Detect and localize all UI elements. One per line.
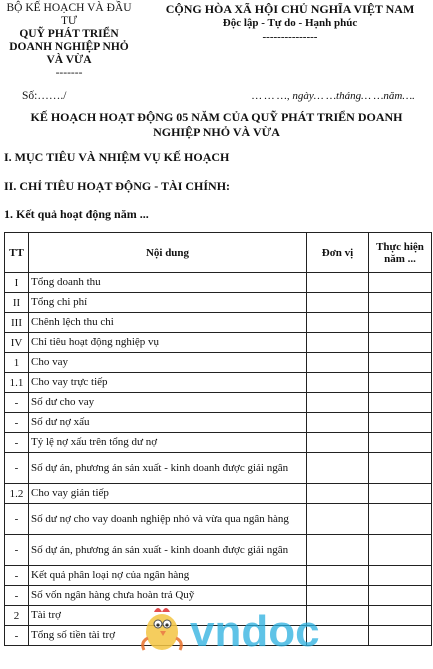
row-actual (369, 484, 432, 504)
row-tt: - (5, 453, 29, 484)
row-content: Tài trợ (29, 606, 307, 626)
row-tt: - (5, 566, 29, 586)
row-content: Số dư nợ cho vay doanh nghiệp nhỏ và vừa qua ngân hàng (29, 504, 307, 535)
row-actual (369, 413, 432, 433)
row-unit (307, 484, 369, 504)
row-unit (307, 535, 369, 566)
row-content: Tổng số tiền tài trợ (29, 626, 307, 646)
row-actual (369, 504, 432, 535)
table-row (5, 313, 432, 333)
row-content: Chỉ tiêu hoạt động nghiệp vụ (29, 333, 307, 353)
row-unit (307, 313, 369, 333)
row-actual (369, 586, 432, 606)
row-actual (369, 353, 432, 373)
row-content: Cho vay (29, 353, 307, 373)
watermark-text: vndoc (190, 607, 320, 656)
table-header-row (5, 233, 432, 273)
row-content: Tỷ lệ nợ xấu trên tổng dư nợ (29, 433, 307, 453)
row-actual (369, 313, 432, 333)
row-content: Số dự án, phương án sản xuất - kinh doanh được giải ngân (29, 535, 307, 566)
row-tt: I (5, 273, 29, 293)
table-row (5, 433, 432, 453)
row-tt: - (5, 535, 29, 566)
table-row (5, 293, 432, 313)
national-motto: Độc lập - Tự do - Hạnh phúc (222, 17, 358, 29)
table-row (5, 273, 432, 293)
row-content: Cho vay trực tiếp (29, 373, 307, 393)
ministry-header (4, 2, 134, 80)
document-number: Số:……./ (22, 90, 67, 102)
row-tt: - (5, 393, 29, 413)
row-tt: - (5, 586, 29, 606)
row-actual (369, 626, 432, 646)
row-unit (307, 273, 369, 293)
row-content: Số vốn ngân hàng chưa hoàn trả Quỹ (29, 586, 307, 606)
table-body (5, 273, 432, 646)
row-content: Tổng doanh thu (29, 273, 307, 293)
row-actual (369, 433, 432, 453)
row-actual (369, 273, 432, 293)
vndoc-watermark (110, 598, 325, 658)
row-content: Chênh lệch thu chi (29, 313, 307, 333)
row-unit (307, 566, 369, 586)
national-title: CỘNG HÒA XÃ HỘI CHỦ NGHĨA VIỆT NAM (165, 2, 415, 16)
row-tt: IV (5, 333, 29, 353)
row-actual (369, 566, 432, 586)
table-row (5, 393, 432, 413)
table-row (5, 504, 432, 535)
row-unit (307, 353, 369, 373)
section-heading-1: I. MỤC TIÊU VÀ NHIỆM VỤ KẾ HOẠCH (4, 150, 230, 164)
fund-name: QUỸ PHÁT TRIỂN DOANH NGHIỆP NHỎ VÀ VỪA (9, 28, 129, 66)
row-tt: 1.2 (5, 484, 29, 504)
row-unit (307, 333, 369, 353)
row-actual (369, 606, 432, 626)
table-row (5, 353, 432, 373)
section-heading-3: 1. Kết quả hoạt động năm ... (4, 207, 149, 221)
rooster-mascot-icon (143, 608, 182, 650)
row-tt: - (5, 626, 29, 646)
row-actual (369, 293, 432, 313)
table-row (5, 453, 432, 484)
header-left-divider: ------- (55, 67, 83, 79)
header-content: Nội dung (29, 233, 307, 273)
ministry-name: BỘ KẾ HOẠCH VÀ ĐẦU TƯ (6, 2, 132, 27)
row-tt: - (5, 504, 29, 535)
table-row (5, 484, 432, 504)
table-row (5, 333, 432, 353)
row-unit (307, 504, 369, 535)
row-actual (369, 373, 432, 393)
table-row (5, 413, 432, 433)
national-header (150, 2, 430, 44)
header-right-divider: --------------- (262, 31, 318, 43)
row-tt: 1.1 (5, 373, 29, 393)
row-tt: II (5, 293, 29, 313)
row-unit (307, 433, 369, 453)
row-tt: III (5, 313, 29, 333)
row-content: Kết quả phân loại nợ của ngân hàng (29, 566, 307, 586)
header-actual: Thực hiện năm ... (369, 233, 432, 273)
row-unit (307, 373, 369, 393)
row-content: Cho vay gián tiếp (29, 484, 307, 504)
results-table (4, 232, 432, 646)
table-row (5, 566, 432, 586)
table-row (5, 373, 432, 393)
row-actual (369, 393, 432, 413)
row-unit (307, 453, 369, 484)
row-tt: - (5, 413, 29, 433)
row-tt: 2 (5, 606, 29, 626)
header-tt: TT (5, 233, 29, 273)
row-content: Số dự án, phương án sản xuất - kinh doanh được giải ngân (29, 453, 307, 484)
row-tt: 1 (5, 353, 29, 373)
row-actual (369, 453, 432, 484)
row-unit (307, 293, 369, 313)
row-unit (307, 413, 369, 433)
section-heading-2: II. CHỈ TIÊU HOẠT ĐỘNG - TÀI CHÍNH: (4, 179, 231, 193)
row-tt: - (5, 433, 29, 453)
table-row (5, 535, 432, 566)
row-content: Tổng chi phí (29, 293, 307, 313)
row-content: Số dư nợ xấu (29, 413, 307, 433)
row-actual (369, 535, 432, 566)
document-date: … … …, ngày… …tháng… …năm…. (252, 90, 415, 102)
document-title: KẾ HOẠCH HOẠT ĐỘNG 05 NĂM CỦA QUỸ PHÁT TRIỂN DOANH NGHIỆP NHỎ VÀ VỪA (30, 110, 403, 139)
row-unit (307, 393, 369, 413)
row-actual (369, 333, 432, 353)
row-content: Số dư cho vay (29, 393, 307, 413)
header-unit: Đơn vị (307, 233, 369, 273)
